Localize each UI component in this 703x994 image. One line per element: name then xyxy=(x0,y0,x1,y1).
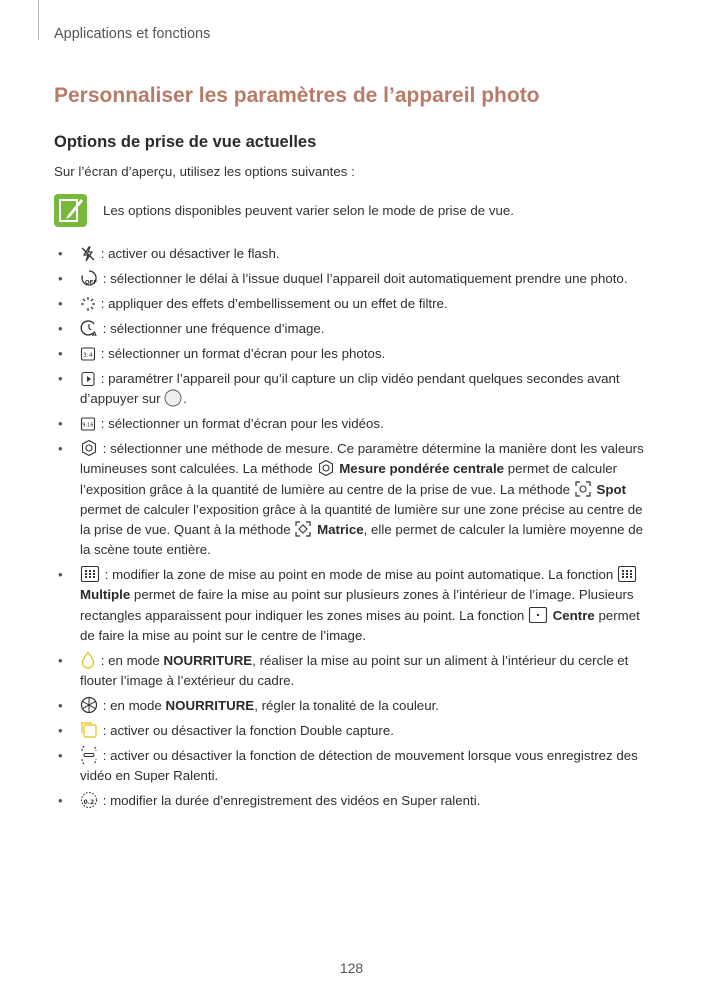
focus-text-c: permet de faire la mise au point sur le centre de l’image. xyxy=(80,607,640,643)
metering-center-label: Mesure pondérée centrale xyxy=(339,461,505,477)
metering-text-d: , elle permet de calculer la lumière moyenne de la scène toute entière. xyxy=(80,522,644,558)
metering-text-c: permet de calculer l’exposition grâce à la quantité de lumière sur une zone précise au centre de la prise de vue. Quant à la méthode xyxy=(80,501,643,538)
slow-motion-duration-text: : modifier la durée d’enregistrement des vidéos en Super ralenti. xyxy=(99,793,481,809)
list-item-food-tone xyxy=(54,696,646,716)
focus-multi-label: Multiple xyxy=(80,587,131,603)
flash-off-icon xyxy=(80,246,96,262)
focus-text-b: permet de faire la mise au point sur plusieurs zones à l’intérieur de l’image. Plusieurs rectangles apparaissent pour indiquer les zones mises au point. La fonction xyxy=(80,587,634,623)
list-item-motion-detection xyxy=(54,746,646,786)
color-tone-icon xyxy=(80,696,98,714)
metering-matrix-icon xyxy=(294,520,312,538)
food-tone-text-a: : en mode xyxy=(99,698,166,714)
metering-center-weighted-icon xyxy=(317,459,335,477)
slow-motion-duration-icon xyxy=(80,791,98,809)
motion-detection-icon xyxy=(80,746,98,764)
video-ratio-text: : sélectionner un format d’écran pour les vidéos. xyxy=(97,416,384,432)
motion-photo-text-a: : paramétrer l’appareil pour qu’il capture un clip vidéo pendant quelques secondes avant d’appuyer sur xyxy=(80,371,620,407)
food-tone-text-b: , régler la tonalité de la couleur. xyxy=(254,698,439,714)
list-item-frame-rate xyxy=(54,319,646,339)
focus-multi-icon xyxy=(80,565,100,583)
list-item-motion-photo xyxy=(54,369,646,409)
dual-capture-text: : activer ou désactiver la fonction Double capture. xyxy=(99,723,394,739)
list-item-filter xyxy=(54,294,646,314)
list-item-photo-ratio xyxy=(54,344,646,364)
section-subtitle: Options de prise de vue actuelles xyxy=(54,133,317,151)
photo-ratio-icon-label: • 3:4 xyxy=(83,352,93,359)
list-item-focus-area xyxy=(54,565,646,646)
metering-text-a: : sélectionner une méthode de mesure. Ce paramètre détermine la manière dont les valeurs lumineuses sont calculées. La méthode xyxy=(80,441,644,477)
page-title: Personnaliser les paramètres de l’appareil photo xyxy=(54,84,540,107)
photo-ratio-icon xyxy=(80,346,96,362)
focus-center-icon xyxy=(528,606,548,624)
metering-center-icon xyxy=(80,439,98,457)
food-focus-text-a: : en mode xyxy=(97,652,164,668)
filter-text: : appliquer des effets d’embellissement ou un effet de filtre. xyxy=(97,296,448,311)
list-item-flash xyxy=(54,244,646,264)
food-focus-text-b: , réaliser la mise au point sur un aliment à l’intérieur du cercle et flouter l’image à l’extérieur du cadre. xyxy=(80,652,629,689)
header-divider xyxy=(38,0,39,40)
page-number: 128 xyxy=(339,960,364,976)
focus-center-label: Centre xyxy=(552,607,595,623)
motion-photo-text-b: . xyxy=(183,391,187,407)
svg-text:A: • A xyxy=(92,331,97,337)
list-item-dual-capture xyxy=(54,721,646,741)
metering-spot-icon xyxy=(574,480,592,498)
list-item-slow-motion-duration xyxy=(54,791,646,811)
slow-duration-icon-label: • 0.2 xyxy=(83,799,95,807)
food-focus-mode: NOURRITURE xyxy=(163,652,253,668)
metering-text-b: permet de calculer l’exposition grâce à la quantité de lumière au centre de la prise de vue. La méthode xyxy=(80,461,618,497)
list-item-metering xyxy=(54,439,646,560)
list-item-timer xyxy=(54,269,646,289)
dual-capture-icon xyxy=(80,721,98,739)
video-ratio-icon xyxy=(80,416,96,432)
options-list xyxy=(54,244,646,816)
shutter-button-icon xyxy=(164,389,182,407)
photo-ratio-text: : sélectionner un format d’écran pour les photos. xyxy=(97,346,386,361)
note-icon xyxy=(54,194,87,227)
food-tone-mode: NOURRITURE xyxy=(165,698,255,714)
note-text: Les options disponibles peuvent varier selon le mode de prise de vue. xyxy=(103,203,514,218)
motion-detection-text: : activer ou désactiver la fonction de détection de mouvement lorsque vous enregistrez des vidéo en Super Ralenti. xyxy=(80,748,638,784)
metering-matrix-label: Matrice xyxy=(317,522,364,538)
timer-icon-label: • OFF xyxy=(85,280,98,286)
metering-spot-label: Spot xyxy=(596,481,627,497)
intro-text: Sur l’écran d’aperçu, utilisez les options suivantes : xyxy=(54,164,355,179)
list-item-food-focus xyxy=(54,651,646,691)
focus-text-a: : modifier la zone de mise au point en mode de mise au point automatique. La fonction xyxy=(101,567,617,583)
timer-off-icon xyxy=(80,269,98,287)
timer-text: : sélectionner le délai à l’issue duquel l’appareil doit automatiquement prendre une photo. xyxy=(99,271,628,286)
flash-text: : activer ou désactiver le flash. xyxy=(97,246,280,261)
food-focus-drop-icon xyxy=(80,651,96,669)
motion-photo-icon xyxy=(80,371,96,387)
focus-multiple-icon xyxy=(617,565,637,583)
video-ratio-icon-label: • 9:16 xyxy=(82,422,94,429)
section-header: Applications et fonctions xyxy=(54,26,211,42)
frame-rate-text: : sélectionner une fréquence d’image. xyxy=(99,321,325,336)
filter-sparkle-icon xyxy=(80,296,96,312)
frame-rate-auto-icon xyxy=(80,319,98,337)
list-item-video-ratio xyxy=(54,414,646,434)
